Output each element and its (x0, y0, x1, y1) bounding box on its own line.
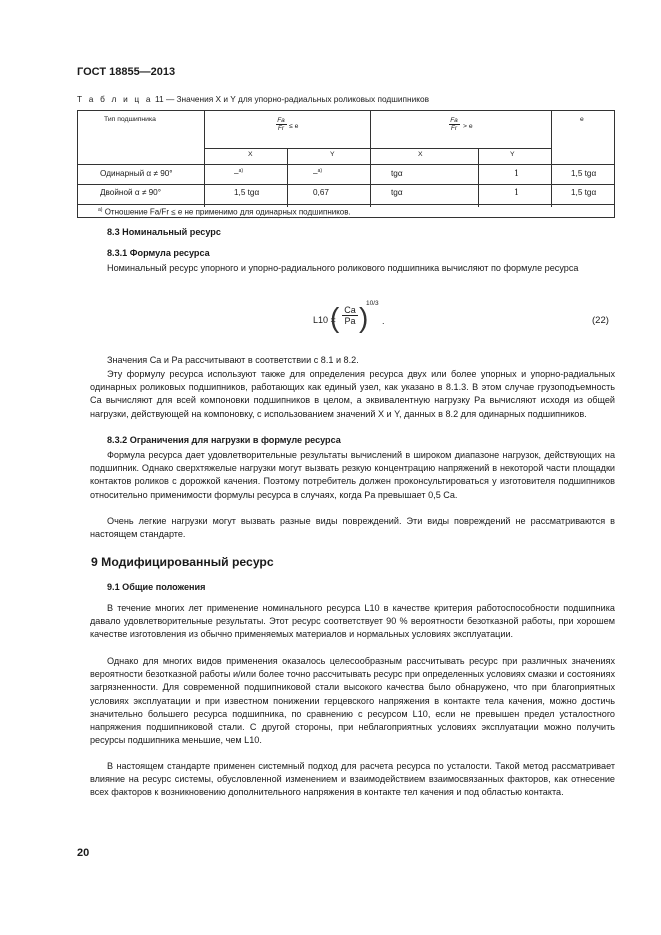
ratio-fraction-1 (274, 117, 288, 132)
row1-type: Одинарный α ≠ 90° (100, 169, 173, 178)
paragraph-8-3-2-light-loads: Очень легкие нагрузки могут вызвать разные виды повреждений. Эти виды повреждений не рассматриваются в настоящем стандарте. (90, 516, 615, 540)
row2-y1: 0,67 (313, 188, 329, 197)
section-8-3-1-title: 8.3.1 Формула ресурса (107, 248, 210, 258)
header-e: e (580, 116, 584, 123)
table-caption-prefix: Т а б л и ц а (77, 94, 153, 104)
table-caption-text: 11 — Значения X и Y для упорно-радиальных роликовых подшипников (155, 94, 429, 104)
formula-numerator: Ca (344, 305, 356, 315)
subheader-y2: Y (510, 151, 515, 158)
condition-gt: > e (463, 123, 473, 130)
paragraph-8-3-2-limits: Формула ресурса дает удовлетворительные результаты вычислений в широком диапазоне нагрузок, действующих на подшипник. Однако сверхтяжелые нагрузки могут вызвать резкую концентрацию напряжений в некоторой части площадки контактов роликов с дорожкой качения. Поэтому потребитель должен проконсультироваться у изготовителя подшипников относительно применимости формулы ресурса в случаях, когда Pa превышает 0,5 Ca. (90, 450, 615, 500)
row1-x2: tgα (391, 169, 403, 178)
formula-denominator: Pa (344, 316, 356, 326)
paragraph-9-1-history: В течение многих лет применение номинального ресурса L10 в качестве критерия работоспособности подшипника давало удовлетворительные результаты. Этот ресурс соответствует 90 % вероятности безотказной работы, при хорошем качестве изготовления из обычно применяемых материалов и нормальных условиях эксплуатации. (90, 603, 615, 640)
section-8-3-title: 8.3 Номинальный ресурс (107, 227, 221, 237)
section-9-title: 9 Модифицированный ресурс (91, 555, 274, 569)
row2-x1: 1,5 tgα (234, 188, 260, 197)
subheader-y1: Y (330, 151, 335, 158)
header-bearing-type: Тип подшипника (104, 116, 156, 123)
document-header: ГОСТ 18855—2013 (77, 66, 176, 78)
subheader-x1: X (248, 151, 253, 158)
row2-x2: tgα (391, 188, 403, 197)
section-9-1-title: 9.1 Общие положения (107, 582, 206, 592)
formula-paren-left: ( (330, 302, 340, 333)
row2-y2: 1 (514, 187, 520, 197)
formula-number: (22) (592, 315, 609, 326)
table-caption (77, 94, 429, 104)
condition-le: ≤ e (289, 123, 299, 130)
row1-y2: 1 (514, 168, 520, 178)
row2-type: Двойной α ≠ 90° (100, 188, 162, 197)
table-footnote: $^{a)}$ Отношение Fa/Fr ≤ e не применимо для одинарных подшипников. (98, 207, 351, 217)
row1-e: 1,5 tgα (571, 169, 597, 178)
formula-exponent: 10/3 (366, 300, 379, 307)
ratio-denominator: Fr (450, 125, 458, 132)
paragraph-8-3-1-values: Значения Ca и Pa рассчитывают в соответствии с 8.1 и 8.2. (107, 355, 359, 365)
row1-x1: –$^{a)}$ (234, 168, 244, 178)
paragraph-9-1-modified: Однако для многих видов применения оказалось целесообразным рассчитывать ресурс при различных значениях вероятности безотказной работы и/или более точно рассчитывать ресурс при определенных условиях смазки и состояниях загрязненности. Для современной подшипниковой стали высокого качества было обнаружено, что при благоприятных условиях эксплуатации и при известном понижении герцевского напряжения в контакте тела качения, можно достичь значительно большего ресурса подшипника, по сравнению с ресурсом L10, если не превышен предел усталостного напряжения подшипниковой стали. С другой стороны, при неблагоприятных условиях эксплуатации можно получить ресурсы подшипника меньшие, чем L10. (90, 656, 615, 746)
ratio-fraction-2 (447, 117, 461, 132)
paragraph-8-3-1-usage: Эту формулу ресурса используют также для определения ресурса двух или более упорных и упорно-радиальных одинарных роликовых подшипников, работающих как единый узел, как указано в 8.1.3. В этом случае грузоподъемность Ca вычисляют для всей компоновки подшипников в целом, а эквивалентную нагрузку Pa вычисляют исходя из общей нагрузки, действующей на компоновку, с использованием значений X и Y, данных в 8.2 для одинарных подшипников. (90, 369, 615, 419)
page-number: 20 (77, 847, 90, 859)
formula-lhs: L10 = (313, 315, 336, 325)
row1-y1: –$^{a)}$ (313, 168, 323, 178)
paragraph-9-1-system-approach: В настоящем стандарте применен системный подход для расчета ресурса по усталости. Такой метод рассматривает влияние на ресурс системы, обусловленной изменением и взаимодействием взаимосвязанных факторов, как отнесение всех факторов к возникновению дополнительного напряжения в контакте тел качения и под областью контакта. (90, 761, 615, 798)
subheader-x2: X (418, 151, 423, 158)
formula-fraction (342, 305, 358, 326)
formula-tail: . (382, 316, 385, 326)
coefficients-table (77, 110, 615, 218)
ratio-denominator: Fr (277, 125, 285, 132)
ratio-numerator: Fa (450, 117, 458, 124)
formula-paren-right: ) (359, 302, 369, 333)
section-8-3-2-title: 8.3.2 Ограничения для нагрузки в формуле ресурса (107, 435, 341, 445)
ratio-numerator: Fa (277, 117, 285, 124)
row2-e: 1,5 tgα (571, 188, 597, 197)
paragraph-8-3-1-intro: Номинальный ресурс упорного и упорно-радиального роликового подшипника вычисляют по формуле ресурса (107, 263, 579, 273)
